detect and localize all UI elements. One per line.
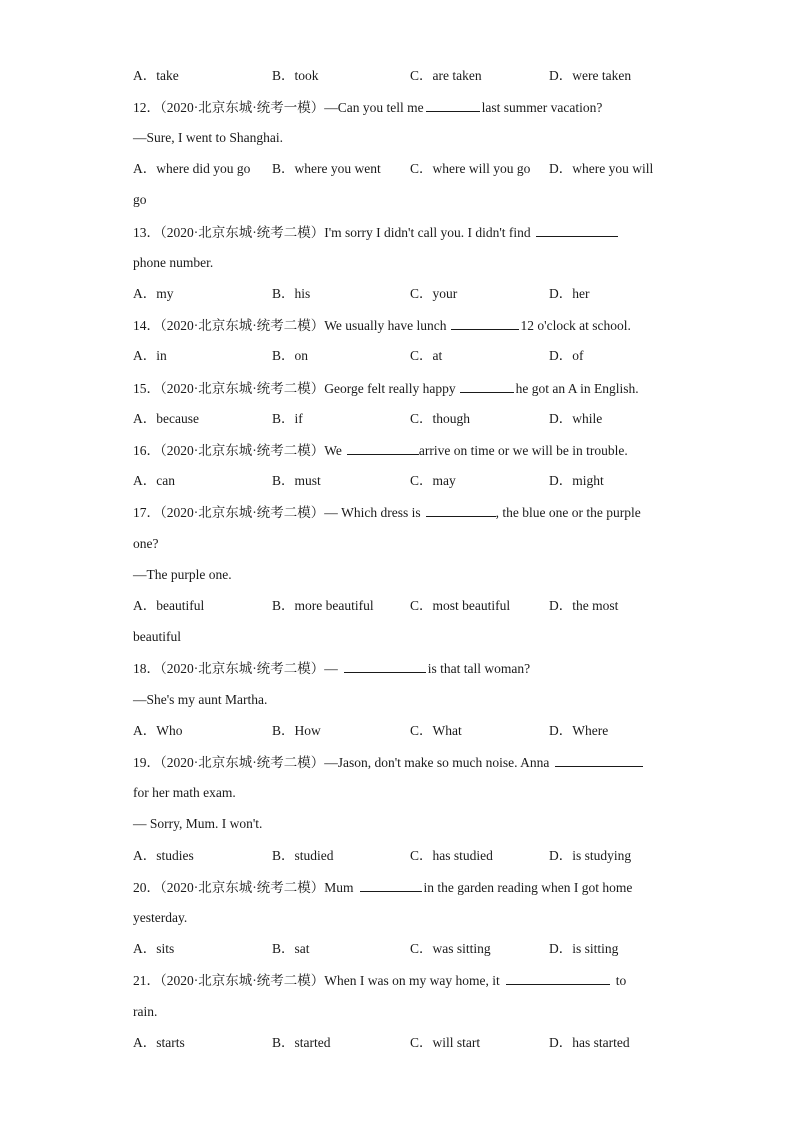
q19-option-d: D．is studying	[549, 848, 632, 863]
q18-option-c: C．What	[410, 723, 462, 738]
q13-blank	[536, 222, 618, 237]
q19-stem: 19．（2020·北京东城·统考二模）—Jason, don't make so much noise. Anna	[133, 752, 645, 773]
q15-option-c: C．though	[410, 411, 471, 426]
q17-blank	[426, 502, 496, 517]
q17-stem: 17．（2020·北京东城·统考二模）— Which dress is , the blue one or the purple	[133, 502, 641, 523]
q14-blank	[451, 315, 519, 330]
q17-continuation: one?	[133, 536, 159, 551]
q14-option-a: A．in	[133, 348, 167, 363]
q18-stem: 18．（2020·北京东城·统考二模）— is that tall woman?	[133, 658, 530, 679]
q18-blank	[344, 658, 426, 673]
q14-stem: 14．（2020·北京东城·统考二模）We usually have lunch 12 o'clock at school.	[133, 315, 631, 336]
q17-option-c: C．most beautiful	[410, 598, 511, 613]
q17-option-a: A．beautiful	[133, 598, 205, 613]
q12-option-d: D．where you will	[549, 161, 654, 176]
q17-option-b: B．more beautiful	[272, 598, 374, 613]
q13-stem: 13．（2020·北京东城·统考二模）I'm sorry I didn't call you. I didn't find	[133, 222, 620, 243]
q16-stem: 16．（2020·北京东城·统考二模）We arrive on time or we will be in trouble.	[133, 440, 628, 461]
q18-option-a: A．Who	[133, 723, 183, 738]
q21-option-a: A．starts	[133, 1035, 185, 1050]
q12-option-c: C．where will you go	[410, 161, 531, 176]
q18-option-d: D．Where	[549, 723, 609, 738]
q12-stem: 12．（2020·北京东城·统考一模）—Can you tell me last summer vacation?	[133, 97, 602, 118]
q11-option-b: B．took	[272, 68, 319, 83]
q17-reply: —The purple one.	[133, 567, 232, 582]
q17-option-d: D．the most	[549, 598, 619, 613]
q15-label: 15．（2020·北京东城·统考二模）	[133, 381, 325, 396]
q19-continuation: for her math exam.	[133, 785, 236, 800]
q15-option-b: B．if	[272, 411, 303, 426]
q13-option-c: C．your	[410, 286, 458, 301]
q21-option-b: B．started	[272, 1035, 331, 1050]
q16-option-d: D．might	[549, 473, 604, 488]
q19-reply: — Sorry, Mum. I won't.	[133, 816, 263, 831]
q12-option-d-wrap: go	[133, 192, 147, 207]
q18-reply: —She's my aunt Martha.	[133, 692, 268, 707]
q13-option-a: A．my	[133, 286, 174, 301]
q20-option-c: C．was sitting	[410, 941, 491, 956]
q20-option-b: B．sat	[272, 941, 310, 956]
q16-label: 16．（2020·北京东城·统考二模）	[133, 443, 325, 458]
q14-option-d: D．of	[549, 348, 584, 363]
q16-option-c: C．may	[410, 473, 456, 488]
q16-option-a: A．can	[133, 473, 175, 488]
q14-option-b: B．on	[272, 348, 309, 363]
q17-label: 17．（2020·北京东城·统考二模）	[133, 505, 325, 520]
q17-option-d-wrap: beautiful	[133, 629, 181, 644]
q15-option-a: A．because	[133, 411, 199, 426]
q21-option-c: C．will start	[410, 1035, 481, 1050]
q18-label: 18．（2020·北京东城·统考二模）	[133, 661, 325, 676]
q13-label: 13．（2020·北京东城·统考二模）	[133, 225, 325, 240]
q13-continuation: phone number.	[133, 255, 214, 270]
q16-option-b: B．must	[272, 473, 321, 488]
q11-option-d: D．were taken	[549, 68, 632, 83]
q19-option-c: C．has studied	[410, 848, 493, 863]
q16-blank	[347, 440, 419, 455]
q21-blank	[506, 970, 610, 985]
q14-label: 14．（2020·北京东城·统考二模）	[133, 318, 325, 333]
q11-option-a: A．take	[133, 68, 179, 83]
q13-option-b: B．his	[272, 286, 311, 301]
q12-reply: —Sure, I went to Shanghai.	[133, 130, 283, 145]
q12-blank	[426, 97, 480, 112]
q11-option-c: C．are taken	[410, 68, 482, 83]
q21-continuation: rain.	[133, 1004, 158, 1019]
q20-stem: 20．（2020·北京东城·统考二模）Mum in the garden reading when I got home	[133, 877, 632, 898]
q20-option-a: A．sits	[133, 941, 175, 956]
q15-blank	[460, 378, 514, 393]
q12-option-b: B．where you went	[272, 161, 381, 176]
q19-option-a: A．studies	[133, 848, 194, 863]
q19-option-b: B．studied	[272, 848, 334, 863]
q15-option-d: D．while	[549, 411, 603, 426]
q15-stem: 15．（2020·北京东城·统考二模）George felt really happy he got an A in English.	[133, 378, 639, 399]
q14-option-c: C．at	[410, 348, 443, 363]
q20-option-d: D．is sitting	[549, 941, 619, 956]
q20-continuation: yesterday.	[133, 910, 188, 925]
q21-option-d: D．has started	[549, 1035, 630, 1050]
q18-option-b: B．How	[272, 723, 321, 738]
q13-option-d: D．her	[549, 286, 590, 301]
q21-stem: 21．（2020·北京东城·统考二模）When I was on my way home, it to	[133, 970, 626, 991]
q21-label: 21．（2020·北京东城·统考二模）	[133, 973, 325, 988]
q12-label: 12．（2020·北京东城·统考一模）	[133, 100, 325, 115]
q20-label: 20．（2020·北京东城·统考二模）	[133, 880, 325, 895]
q19-blank	[555, 752, 643, 767]
q12-option-a: A．where did you go	[133, 161, 251, 176]
q19-label: 19．（2020·北京东城·统考二模）	[133, 755, 325, 770]
q20-blank	[360, 877, 422, 892]
